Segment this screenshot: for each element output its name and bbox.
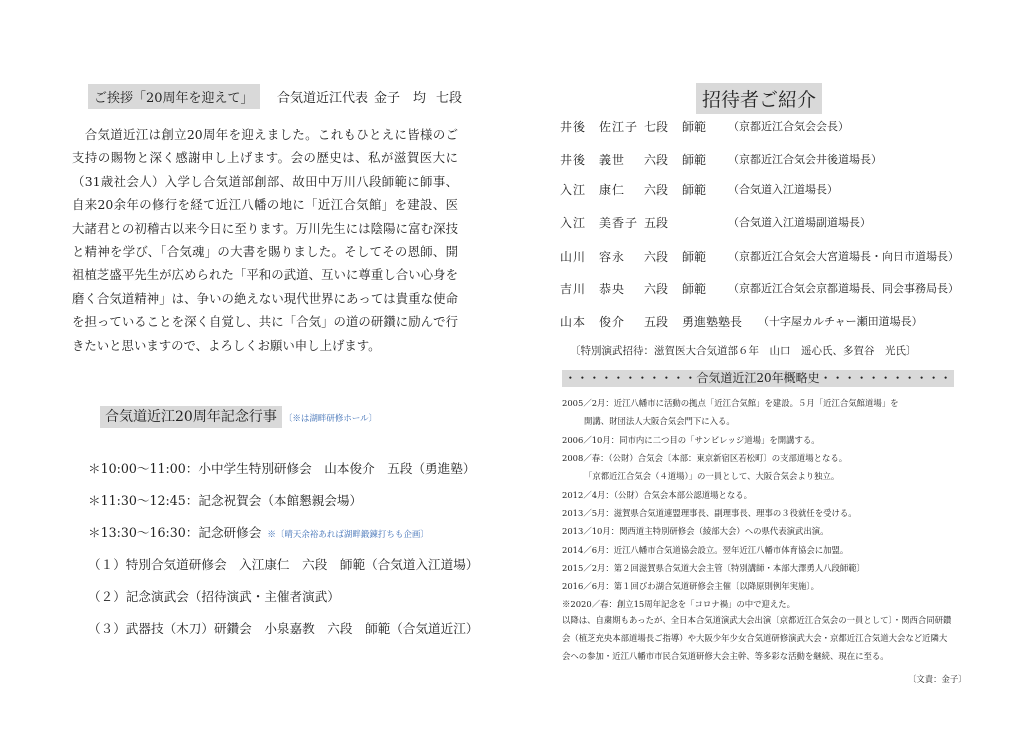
author-role: 合気道近江代表 bbox=[277, 91, 369, 106]
history-entry: 2005／2月：近江八幡市に活動の拠点「近江合気館」を建設。５月「近江合気館道場」を bbox=[562, 398, 899, 408]
guest-rank: 六段 bbox=[644, 153, 669, 167]
greeting-author bbox=[277, 87, 462, 106]
author-rank: 七段 bbox=[436, 91, 463, 106]
guest-title: 師範 bbox=[682, 282, 707, 296]
guest-affiliation: （京都近江合気会京都道場長、同会事務局長） bbox=[728, 282, 959, 295]
history-entry: 2012／4月：（公財）合気会本部公認道場となる。 bbox=[562, 490, 752, 500]
history-summary: 以降は、自粛期もあったが、全日本合気道演武大会出演〔京都近江合気会の一員として〕・関西合同研鑽会（植芝充央本部道場長ご指導）や大阪少年少女合気道研修演武大会・京都近江合気道大会など近隣大会への参加・近江八幡市市民合気道研修大会主幹、等多彩な活動を継続、現在に至る。 bbox=[562, 615, 952, 662]
author-name: 金子 均 bbox=[374, 91, 427, 106]
credit-line: 〔文責：金子〕 bbox=[908, 674, 967, 684]
history-entry: 2008／春：（公財）合気会〔本部：東京新宿区若松町〕の支部道場となる。 bbox=[562, 453, 848, 463]
guest-name: 井後 佐江子 bbox=[560, 120, 639, 134]
event-text: ＊11:30～12:45：記念祝賀会（本館懇親会場） bbox=[88, 493, 363, 508]
guest-name: 井後 義世 bbox=[560, 153, 626, 167]
guest-affiliation: （十字屋カルチャー瀬田道場長） bbox=[758, 315, 923, 328]
guest-rank: 七段 bbox=[644, 120, 669, 134]
event-text: （２）記念演武会（招待演武・主催者演武） bbox=[88, 589, 340, 604]
right-page bbox=[512, 0, 1024, 730]
event-item bbox=[88, 458, 475, 477]
guests-title: 招待者ご紹介 bbox=[696, 83, 822, 114]
guest-affiliation: （京都近江合気会会長） bbox=[728, 120, 849, 133]
guest-title: 師範 bbox=[682, 153, 707, 167]
event-text: （３）武器技（木刀）研鑽会 小泉嘉教 六段 師範（合気道近江） bbox=[88, 621, 479, 636]
guest-affiliation: （合気道入江道場長） bbox=[728, 183, 838, 196]
guest-rank: 六段 bbox=[644, 282, 669, 296]
guest-title: 師範 bbox=[682, 183, 707, 197]
guest-rank: 六段 bbox=[644, 183, 669, 197]
guest-affiliation: （京都近江合気会大宮道場長・向日市道場長） bbox=[728, 250, 959, 263]
event-text: ＊13:30～16:30：記念研修会 bbox=[88, 525, 262, 540]
left-page bbox=[0, 0, 510, 730]
history-entry: 2013／10月：関西道主特別研修会（綾部大会）への県代表演武出演。 bbox=[562, 526, 829, 536]
history-entry: 2015／2月：第２回滋賀県合気道大会主管〔特別講師・本部大澤勇人八段師範〕 bbox=[562, 563, 866, 573]
history-entry: 「京都近江合気会（４道場）」の一員として、大阪合気会より独立。 bbox=[584, 471, 840, 481]
history-entry: 2014／6月：近江八幡市合気道協会設立。翌年近江八幡市体育協会に加盟。 bbox=[562, 545, 849, 555]
guest-title: 師範 bbox=[682, 250, 707, 264]
history-title: ・・・・・・・・・・・合気道近江20年概略史・・・・・・・・・・・ bbox=[562, 370, 954, 387]
event-note: ※〔晴天余裕あれば湖畔鍛錬打ちも企画〕 bbox=[267, 530, 429, 540]
guest-title: 勇進塾塾長 bbox=[682, 315, 743, 329]
guest-affiliation: （合気道入江道場副道場長） bbox=[728, 216, 871, 229]
guest-title: 師範 bbox=[682, 120, 707, 134]
events-title: 合気道近江20周年記念行事 bbox=[100, 406, 282, 428]
event-text: （１）特別合気道研修会 入江康仁 六段 師範（合気道入江道場） bbox=[88, 557, 479, 572]
history-entry: 開講、財団法人大阪合気会門下に入る。 bbox=[584, 416, 735, 426]
event-item bbox=[88, 618, 478, 637]
events-header bbox=[100, 406, 377, 426]
guest-rank: 五段 bbox=[644, 315, 669, 329]
guest-name: 吉川 恭央 bbox=[560, 282, 626, 296]
special-guests: 〔特別演武招待：滋賀医大合気道部６年 山口 遥心氏、多賀谷 光氏〕 bbox=[570, 345, 917, 357]
guest-rank: 六段 bbox=[644, 250, 669, 264]
event-item bbox=[88, 490, 362, 509]
guest-name: 入江 美香子 bbox=[560, 216, 639, 230]
guest-name: 山本 俊介 bbox=[560, 315, 626, 329]
event-item bbox=[88, 522, 429, 541]
events-note: 〔※は湖畔研修ホール〕 bbox=[283, 414, 378, 424]
greeting-title: ご挨拶「20周年を迎えて」 bbox=[88, 84, 260, 109]
greeting-header bbox=[88, 84, 468, 110]
history-entry: 2016／6月：第１回びわ湖合気道研修会主催〔以降原則例年実施〕。 bbox=[562, 581, 819, 591]
history-entry: 2013／5月：滋賀県合気道連盟理事長、副理事長、理事の３役就任を受ける。 bbox=[562, 508, 857, 518]
event-item bbox=[88, 554, 478, 573]
guest-rank: 五段 bbox=[644, 216, 669, 230]
guest-affiliation: （京都近江合気会井後道場長） bbox=[728, 153, 882, 166]
event-text: ＊10:00～11:00：小中学生特別研修会 山本俊介 五段（勇進塾） bbox=[88, 461, 476, 476]
guest-name: 入江 康仁 bbox=[560, 183, 626, 197]
history-entry: 2006／10月：同市内に二つ目の「サンビレッジ道場」を開講する。 bbox=[562, 435, 820, 445]
guest-name: 山川 容永 bbox=[560, 250, 626, 264]
history-entry: ※2020／春：創立15周年記念を「コロナ禍」の中で迎えた。 bbox=[562, 599, 795, 609]
event-item bbox=[88, 586, 340, 605]
greeting-body: 合気道近江は創立20周年を迎えました。これもひとえに皆様のご支持の賜物と深く感謝申し上げます。会の歴史は、私が滋賀医大に（31歳社会人）入学し合気道部創部、故田中万川八段師範に師事、自来20余年の修行を経て近江八幡の地に「近江合気館」を建設、医大諸君との初稽古以来今日に至ります。万川先生には陰陽に富む深技と精神を学び、「合気魂」の大書を賜りました。そしてその恩師、開祖植芝盛平先生が広められた「平和の武道、互いに尊重し合い心身を磨く合気道精神」は、争いの絶えない現代世界にあっては貴重な使命を担っていることを深く自覚し、共に「合気」の道の研鑽に励んで行きたいと思いますので、よろしくお願い申し上げます。 bbox=[72, 127, 458, 353]
